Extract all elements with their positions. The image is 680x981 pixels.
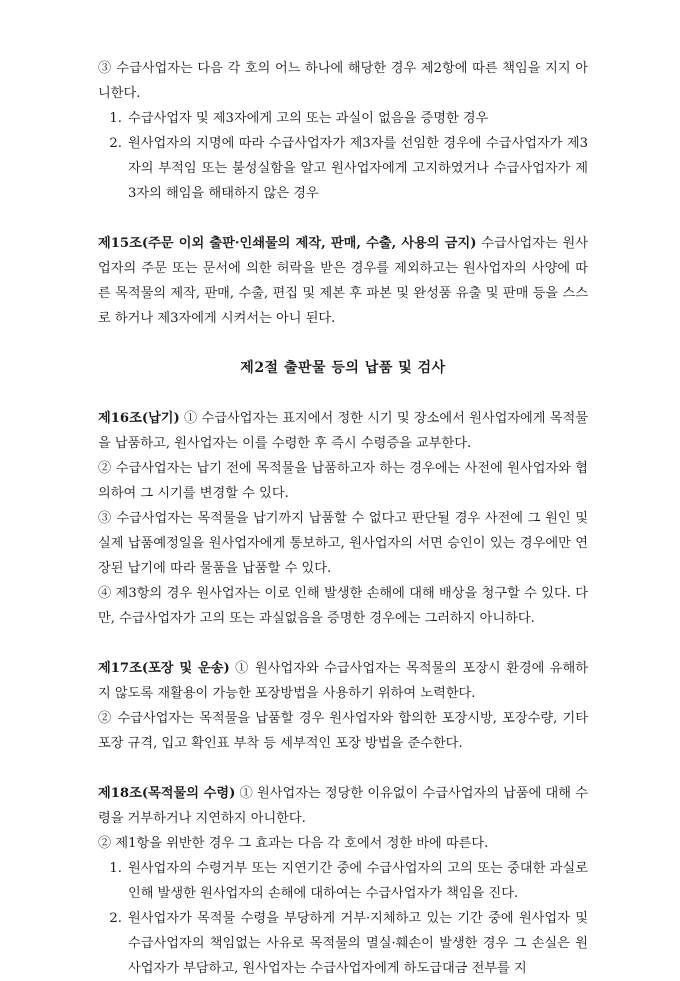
- art18-paragraph-2: ② 제1항을 위반한 경우 그 효과는 다음 각 호에서 정한 바에 따른다.: [98, 836, 489, 851]
- document-page: [98, 56, 588, 981]
- spacer: [98, 206, 588, 231]
- spacer: [98, 381, 588, 406]
- article-text: ① 원사업자는 정당한 이유없이 수급사업자의 납품에 대해 수령을 거부하거나 지연하지 아니한다.: [98, 786, 588, 826]
- list-item-text: 원사업자의 지명에 따라 수급사업자가 제3자를 선임한 경우에 수급사업자가 제3자의 부적임 또는 불성실함을 알고 원사업자에게 고지하였거나 수급사업자가 제3자의 해임을 해태하지 않은 경우: [128, 136, 588, 201]
- art17-paragraph-2: ② 수급사업자는 목적물을 납품할 경우 원사업자와 합의한 포장시방, 포장수량, 기타 포장 규격, 입고 확인표 부착 등 세부적인 포장 방법을 준수한다.: [98, 711, 588, 751]
- list-item-number: 2.: [109, 136, 122, 151]
- art16-paragraph-3: ③ 수급사업자는 목적물을 납기까지 납품할 수 없다고 판단될 경우 사전에 그 원인 및 실제 납품예정일을 원사업자에게 통보하고, 원사업자의 서면 승인이 있는 경우에만 연장된 납기에 따라 물품을 납품할 수 있다.: [98, 511, 588, 576]
- list-item-text: 원사업자가 목적물 수령을 부당하게 거부·지체하고 있는 기간 중에 원사업자 및 수급사업자의 책임없는 사유로 목적물의 멸실·훼손이 발생한 경우 그 손실은 원사업자가 부담하고, 원사업자는 수급사업자에게 하도급대금 전부를 지: [128, 911, 588, 976]
- list-item: [98, 131, 588, 206]
- article-text: ① 원사업자와 수급사업자는 목적물의 포장시 환경에 유해하지 않도록 재활용이 가능한 포장방법을 사용하기 위하여 노력한다.: [98, 661, 588, 701]
- art16-paragraph-4: ④ 제3항의 경우 원사업자는 이로 인해 발생한 손해에 대해 배상을 청구할 수 있다. 다만, 수급사업자가 고의 또는 과실없음을 증명한 경우에는 그러하지 아니하다.: [98, 586, 588, 626]
- list-item: [98, 856, 588, 906]
- art17-paragraph-1: [98, 656, 588, 706]
- article-text: 수급사업자는 원사업자의 주문 또는 문서에 의한 허락을 받은 경우를 제외하고는 원사업자의 사양에 따른 목적물의 제작, 판매, 수출, 편집 및 제본 후 파본 및 완성품 유출 및 판매 등을 스스로 하거나 제3자에게 시켜서는 아니 된다.: [98, 236, 588, 326]
- list-item: [98, 106, 588, 131]
- spacer: [98, 331, 588, 356]
- article-title: 제17조(포장 및 운송): [98, 661, 230, 676]
- spacer: [98, 631, 588, 656]
- list-item: [98, 906, 588, 981]
- article-title: 제16조(납기): [98, 411, 180, 426]
- article-title: 제18조(목적물의 수령): [98, 786, 236, 801]
- article-title: 제15조(주문 이외 출판·인쇄물의 제작, 판매, 수출, 사용의 금지): [98, 236, 477, 251]
- art16-paragraph-2: ② 수급사업자는 납기 전에 목적물을 납품하고자 하는 경우에는 사전에 원사업자와 협의하여 그 시기를 변경할 수 있다.: [98, 461, 588, 501]
- article-text: ① 수급사업자는 표지에서 정한 시기 및 장소에서 원사업자에게 목적물을 납품하고, 원사업자는 이를 수령한 후 즉시 수령증을 교부한다.: [98, 411, 588, 451]
- list-item-number: 1.: [109, 111, 122, 126]
- spacer: [98, 756, 588, 781]
- art14-paragraph-3: ③ 수급사업자는 다음 각 호의 어느 하나에 해당한 경우 제2항에 따른 책임을 지지 아니한다.: [98, 61, 588, 101]
- list-item-number: 1.: [109, 861, 122, 876]
- art15-paragraph: [98, 231, 588, 331]
- list-item-text: 원사업자의 수령거부 또는 지연기간 중에 수급사업자의 고의 또는 중대한 과실로 인해 발생한 원사업자의 손해에 대하여는 수급사업자가 책임을 진다.: [128, 861, 588, 901]
- list-item-number: 2.: [109, 911, 122, 926]
- art16-paragraph-1: [98, 406, 588, 456]
- section-title: 제2절 출판물 등의 납품 및 검사: [240, 360, 446, 376]
- art18-paragraph-1: [98, 781, 588, 831]
- list-item-text: 수급사업자 및 제3자에게 고의 또는 과실이 없음을 증명한 경우: [128, 111, 489, 126]
